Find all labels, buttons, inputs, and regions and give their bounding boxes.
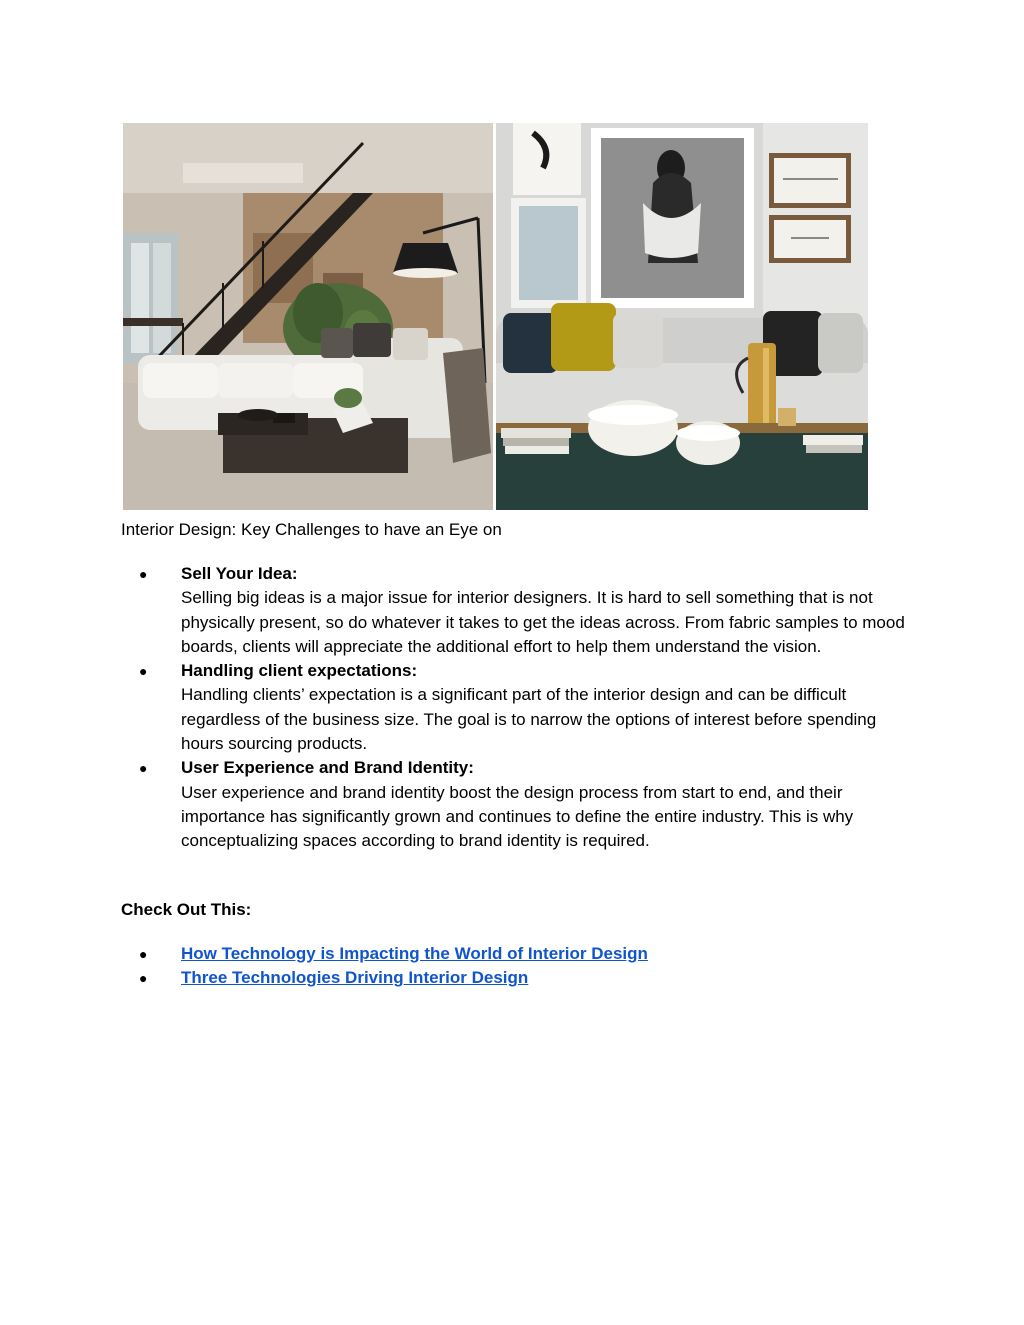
image-caption: Interior Design: Key Challenges to have an Eye on [121, 520, 502, 539]
challenge-body: User experience and brand identity boost the design process from start to end, and their importance has significantly grown and continues to define the entire industry. This is why conceptualizing spaces according to brand identity is required. [181, 782, 854, 851]
bullet-icon: ● [139, 970, 148, 987]
hero-image [123, 123, 868, 510]
bullet-icon: ● [139, 663, 148, 680]
related-link-technology-impact[interactable]: How Technology is Impacting the World of Interior Design [181, 944, 648, 963]
challenge-title: Sell Your Idea: [181, 564, 298, 583]
living-room-photo [123, 123, 493, 510]
challenge-body: Handling clients’ expectation is a significant part of the interior design and can be difficult regardless of the business size. The goal is to narrow the options of interest before spending hours sourcing products. [181, 685, 877, 754]
challenge-body: Selling big ideas is a major issue for interior designers. It is hard to sell something that is not physically present, so do whatever it takes to get the ideas across. From fabric samples to mood boards, clients will appreciate the additional effort to help them understand the vision. [181, 588, 905, 656]
list-item [121, 966, 648, 990]
bullet-icon: ● [139, 946, 148, 962]
list-item [121, 756, 911, 853]
list-item [121, 659, 911, 756]
challenges-list [121, 562, 911, 854]
list-item [121, 942, 648, 966]
related-link-three-technologies[interactable]: Three Technologies Driving Interior Design [181, 968, 529, 988]
challenge-title: User Experience and Brand Identity: [181, 758, 474, 778]
check-out-heading: Check Out This: [121, 900, 252, 919]
challenge-title: Handling client expectations: [181, 661, 418, 681]
list-item [121, 562, 911, 659]
bullet-icon: ● [139, 760, 148, 777]
bullet-icon: ● [139, 566, 148, 582]
related-links-list [121, 942, 648, 991]
sofa-with-artwork-photo [496, 123, 868, 510]
